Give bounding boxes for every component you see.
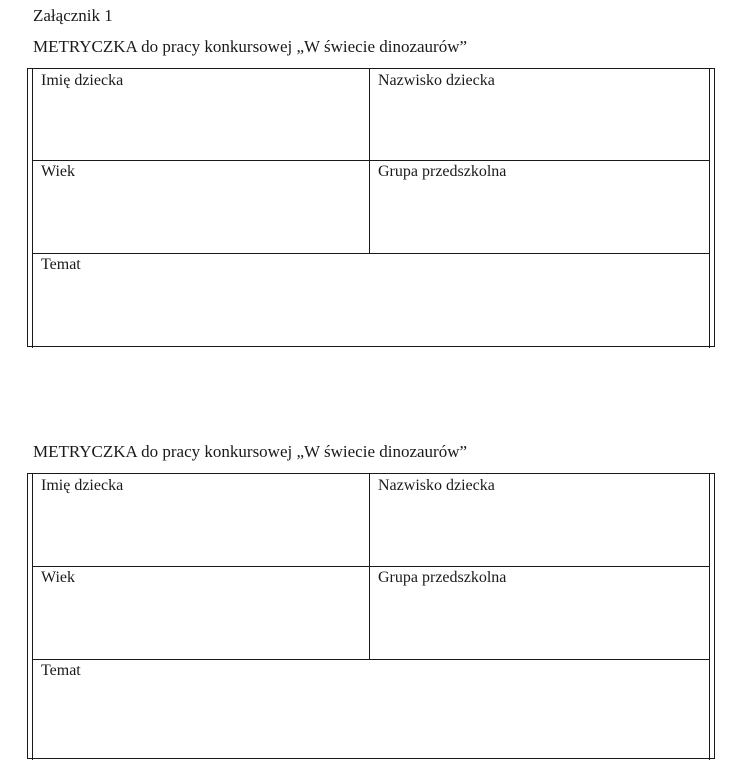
age-label: Wiek — [41, 569, 76, 586]
form-title: METRYCZKA do pracy konkursowej „W świecie dinozaurów” — [33, 442, 468, 461]
form-table — [27, 68, 715, 347]
first-name-label: Imię dziecka — [41, 477, 124, 494]
group-label: Grupa przedszkolna — [378, 163, 507, 180]
group-label: Grupa przedszkolna — [378, 569, 507, 586]
age-field[interactable] — [32, 566, 369, 659]
form-table — [27, 473, 715, 759]
form-title: METRYCZKA do pracy konkursowej „W świecie dinozaurów” — [33, 37, 468, 56]
group-field[interactable] — [369, 160, 708, 253]
last-name-field[interactable] — [369, 69, 708, 160]
attachment-label: Załącznik 1 — [33, 6, 113, 25]
topic-label: Temat — [41, 662, 81, 679]
last-name-label: Nazwisko dziecka — [378, 477, 495, 494]
age-label: Wiek — [41, 163, 76, 180]
last-name-field[interactable] — [369, 474, 708, 566]
topic-field[interactable] — [32, 659, 708, 757]
first-name-label: Imię dziecka — [41, 72, 124, 89]
age-field[interactable] — [32, 160, 369, 253]
topic-label: Temat — [41, 256, 81, 273]
first-name-field[interactable] — [32, 474, 369, 566]
topic-field[interactable] — [32, 253, 708, 345]
first-name-field[interactable] — [32, 69, 369, 160]
last-name-label: Nazwisko dziecka — [378, 72, 495, 89]
group-field[interactable] — [369, 566, 708, 659]
